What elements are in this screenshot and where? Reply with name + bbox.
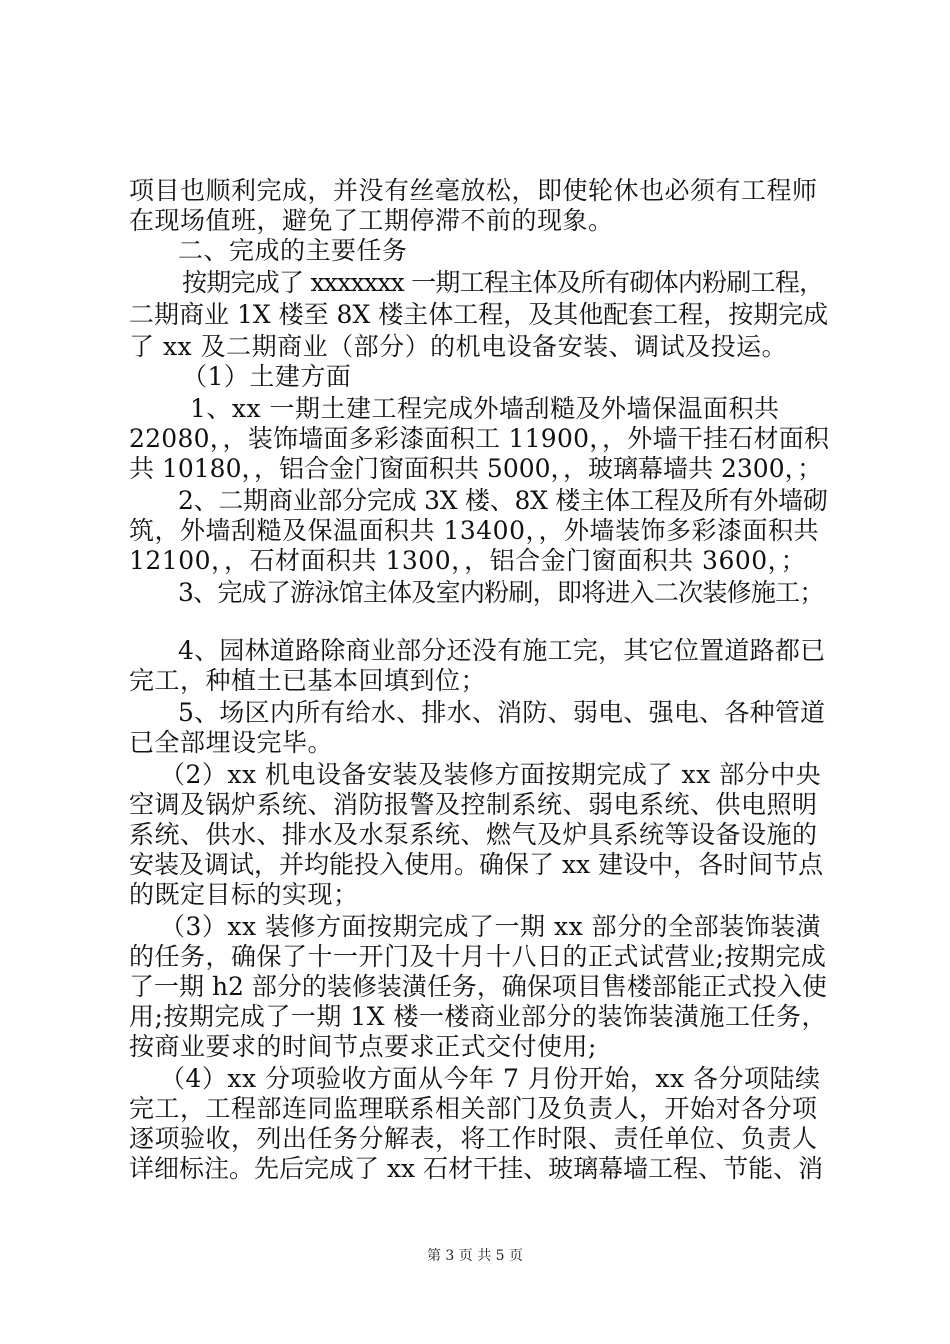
text-line: 安装及调试，并均能投入使用。确保了 xx 建设中，各时间节点 [129,850,824,879]
text-line: 筑，外墙刮糙及保温面积共 13400，，外墙装饰多彩漆面积共 [129,516,819,545]
text-line: 在现场值班，避免了工期停滞不前的现象。 [129,206,614,235]
text-line: 5、场区内所有给水、排水、消防、弱电、强电、各种管道 [178,698,826,727]
text-line: 的既定目标的实现； [129,880,359,909]
text-line: 2、二期商业部分完成 3X 楼、8X 楼主体工程及所有外墙砌 [178,486,828,515]
text-line: 已全部埋设完毕。 [129,728,334,757]
text-line: 按商业要求的时间节点要求正式交付使用; [129,1032,597,1061]
section-heading: 二、完成的主要任务 [178,236,408,265]
text-line: 项目也顺利完成，并没有丝毫放松，即使轮休也必须有工程师 [129,176,818,205]
text-line: 4、园林道路除商业部分还没有施工完，其它位置道路都已 [178,636,826,665]
text-line: 系统、供水、排水及水泵系统、燃气及炉具系统等设备设施的 [129,820,818,849]
text-line: 22080，，装饰墙面多彩漆面积工 11900，，外墙干挂石材面积 [129,424,830,453]
text-line: 用;按期完成了一期 1X 楼一楼商业部分的装饰装潢施工任务， [129,1002,828,1031]
text-line: 12100，，石材面积共 1300，，铝合金门窗面积共 3600，； [129,546,807,575]
text-line: 按期完成了 xxxxxxx 一期工程主体及所有砌体内粉刷工程， [182,268,824,297]
page-footer: 第 3 页 共 5 页 [426,1248,524,1264]
subsection-heading: （1）土建方面 [182,362,352,391]
text-line: 1、xx 一期土建工程完成外墙刮糙及外墙保温面积共 [190,394,780,423]
subsection-heading: （3）xx 装修方面按期完成了一期 xx 部分的全部装饰装潢 [160,912,822,941]
text-line: 完工，工程部连同监理联系相关部门及负责人，开始对各分项 [129,1094,818,1123]
text-line: 二期商业 1X 楼至 8X 楼主体工程，及其他配套工程，按期完成 [129,300,829,329]
subsection-heading: （2）xx 机电设备安装及装修方面按期完成了 xx 部分中央 [160,760,822,789]
text-line: 详细标注。先后完成了 xx 石材干挂、玻璃幕墙工程、节能、消 [129,1154,824,1183]
text-line: 了 xx 及二期商业（部分）的机电设备安装、调试及投运。 [129,332,788,361]
text-line: 完工，种植土已基本回填到位； [129,666,487,695]
text-line: 3、完成了游泳馆主体及室内粉刷，即将进入二次装修施工； [178,578,824,607]
text-line: 空调及锅炉系统、消防报警及控制系统、弱电系统、供电照明 [129,790,818,819]
text-line: 了一期 h2 部分的装修装潢任务，确保项目售楼部能正式投入使 [129,972,827,1001]
text-line: 逐项验收，列出任务分解表，将工作时限、责任单位、负责人 [129,1124,818,1153]
text-line: 的任务，确保了十一开门及十月十八日的正式试营业;按期完成 [129,942,827,971]
subsection-heading: （4）xx 分项验收方面从今年 7 月份开始，xx 各分项陆续 [160,1064,821,1093]
text-line: 共 10180，，铝合金门窗面积共 5000，，玻璃幕墙共 2300，； [129,454,823,483]
